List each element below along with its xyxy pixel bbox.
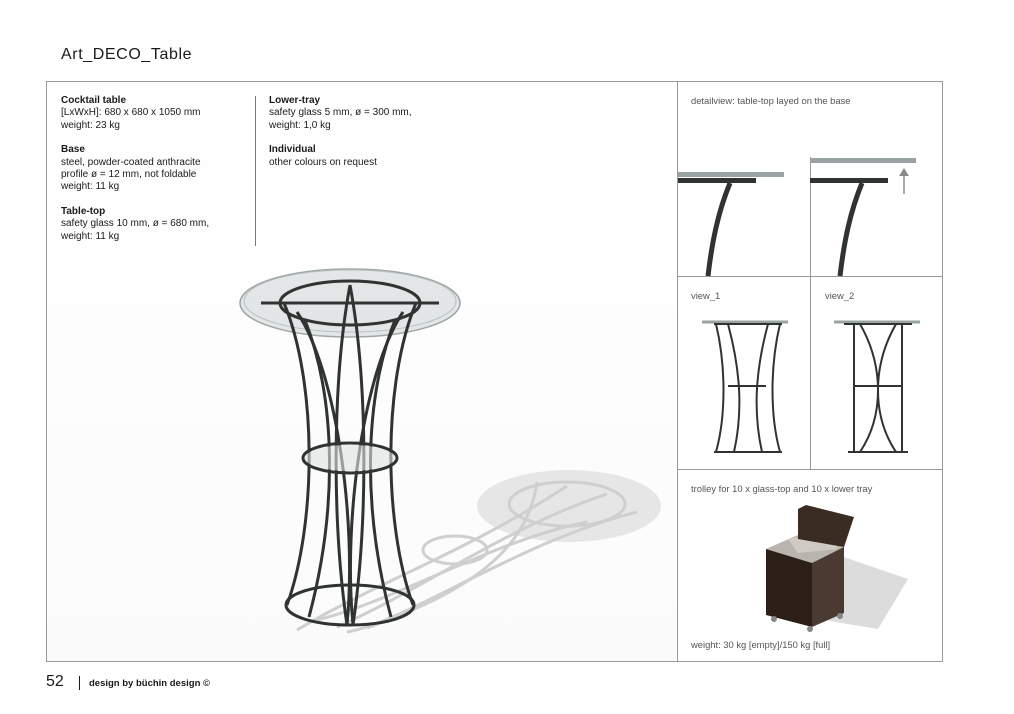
trolley-caption: trolley for 10 x glass-top and 10 x lower tray bbox=[691, 483, 873, 494]
spec-line: steel, powder-coated anthracite bbox=[61, 156, 201, 168]
page-title: Art_DECO_Table bbox=[61, 46, 193, 63]
spec-line: weight: 23 kg bbox=[61, 119, 120, 131]
trolley-weight: weight: 30 kg [empty]/150 kg [full] bbox=[691, 639, 831, 650]
spec-line: profile ø = 12 mm, not foldable bbox=[61, 169, 197, 181]
spec-line: weight: 1,0 kg bbox=[269, 119, 331, 131]
footer-divider bbox=[79, 676, 80, 690]
spec-line: weight: 11 kg bbox=[61, 230, 120, 242]
spec-line: safety glass 5 mm, ø = 300 mm, bbox=[269, 107, 412, 119]
spec-heading: Cocktail table bbox=[61, 95, 127, 106]
view-2-label: view_2 bbox=[825, 290, 855, 301]
lower-tray bbox=[305, 445, 395, 471]
view-1-label: view_1 bbox=[691, 290, 721, 301]
detail-view-box bbox=[678, 82, 942, 277]
spec-line: other colours on request bbox=[269, 156, 377, 168]
main-panel bbox=[47, 82, 677, 661]
views-illustration bbox=[678, 276, 942, 469]
spec-heading: Table-top bbox=[61, 205, 106, 217]
table-illustration bbox=[47, 82, 677, 661]
side-panel bbox=[677, 82, 942, 661]
spec-line: safety glass 10 mm, ø = 680 mm, bbox=[61, 218, 210, 230]
spec-heading: Individual bbox=[269, 144, 316, 156]
footer-credit: design by büchin design © bbox=[89, 678, 211, 689]
spec-line: weight: 11 kg bbox=[61, 181, 120, 193]
trolley-box bbox=[678, 469, 942, 661]
spec-heading: Lower-tray bbox=[269, 95, 321, 106]
views-box bbox=[678, 276, 942, 470]
trolley-illustration bbox=[678, 469, 942, 661]
spec-heading: Base bbox=[61, 144, 85, 156]
page-number: 52 bbox=[46, 673, 64, 690]
spec-line: [LxWxH]: 680 x 680 x 1050 mm bbox=[61, 107, 201, 119]
content-frame bbox=[46, 81, 943, 662]
detail-illustration bbox=[678, 82, 942, 276]
detail-caption: detailview: table-top layed on the base bbox=[691, 95, 851, 106]
